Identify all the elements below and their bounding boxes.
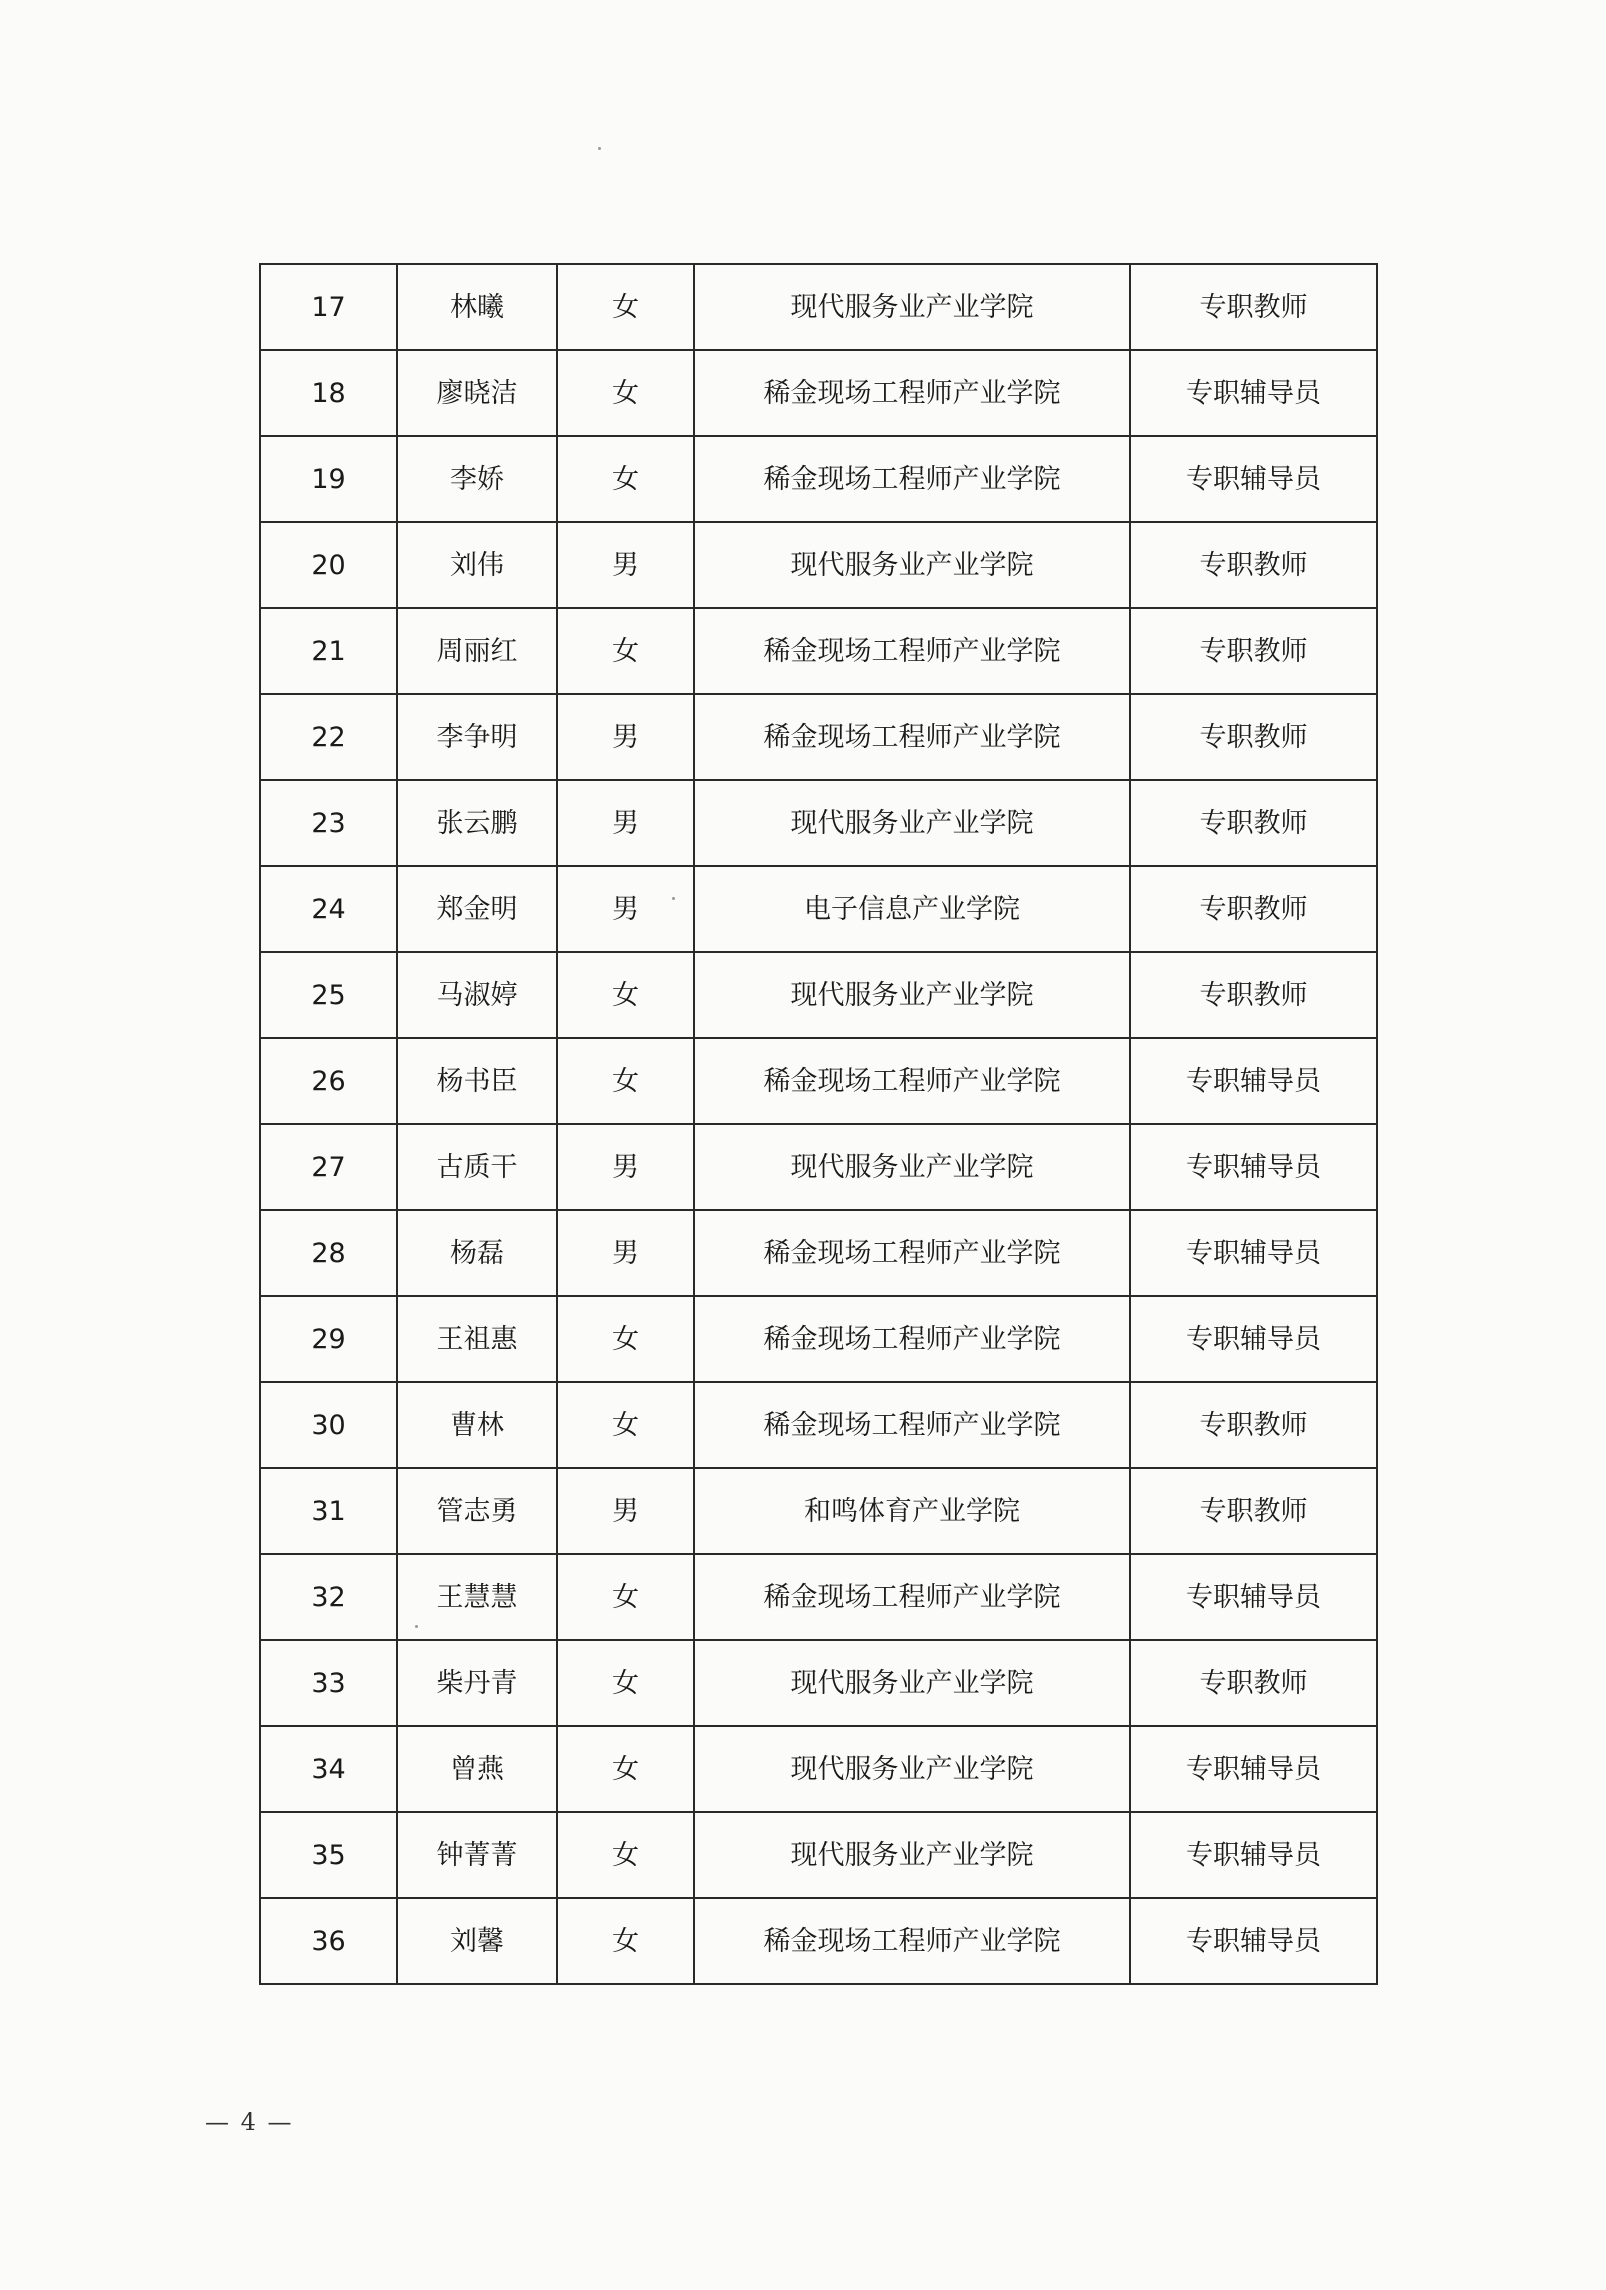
cell-gender: 女 xyxy=(557,608,694,694)
cell-role: 专职教师 xyxy=(1130,866,1377,952)
cell-name: 曾燕 xyxy=(397,1726,557,1812)
cell-role: 专职辅导员 xyxy=(1130,1124,1377,1210)
cell-name: 李娇 xyxy=(397,436,557,522)
cell-college: 现代服务业产业学院 xyxy=(694,264,1130,350)
cell-name: 王慧慧 xyxy=(397,1554,557,1640)
cell-role: 专职教师 xyxy=(1130,264,1377,350)
cell-college: 稀金现场工程师产业学院 xyxy=(694,350,1130,436)
cell-college: 现代服务业产业学院 xyxy=(694,1640,1130,1726)
cell-gender: 女 xyxy=(557,1726,694,1812)
cell-college: 稀金现场工程师产业学院 xyxy=(694,1210,1130,1296)
cell-role: 专职教师 xyxy=(1130,780,1377,866)
cell-no: 26 xyxy=(260,1038,397,1124)
cell-no: 21 xyxy=(260,608,397,694)
cell-no: 22 xyxy=(260,694,397,780)
table-row xyxy=(260,1554,1377,1640)
cell-college: 稀金现场工程师产业学院 xyxy=(694,1898,1130,1984)
cell-name: 刘馨 xyxy=(397,1898,557,1984)
table-row xyxy=(260,694,1377,780)
cell-college: 电子信息产业学院 xyxy=(694,866,1130,952)
cell-college: 现代服务业产业学院 xyxy=(694,1124,1130,1210)
cell-name: 王祖惠 xyxy=(397,1296,557,1382)
cell-gender: 女 xyxy=(557,350,694,436)
cell-role: 专职辅导员 xyxy=(1130,1038,1377,1124)
cell-name: 郑金明 xyxy=(397,866,557,952)
table-row xyxy=(260,1124,1377,1210)
cell-name: 李争明 xyxy=(397,694,557,780)
table-row xyxy=(260,952,1377,1038)
cell-college: 稀金现场工程师产业学院 xyxy=(694,436,1130,522)
table-row xyxy=(260,1640,1377,1726)
cell-name: 柴丹青 xyxy=(397,1640,557,1726)
cell-no: 24 xyxy=(260,866,397,952)
cell-name: 杨书臣 xyxy=(397,1038,557,1124)
cell-gender: 男 xyxy=(557,1468,694,1554)
cell-gender: 女 xyxy=(557,952,694,1038)
cell-college: 稀金现场工程师产业学院 xyxy=(694,1296,1130,1382)
cell-no: 17 xyxy=(260,264,397,350)
cell-role: 专职辅导员 xyxy=(1130,1210,1377,1296)
table-row xyxy=(260,350,1377,436)
table-row xyxy=(260,866,1377,952)
cell-role: 专职辅导员 xyxy=(1130,350,1377,436)
table-row xyxy=(260,436,1377,522)
cell-gender: 女 xyxy=(557,1812,694,1898)
cell-role: 专职教师 xyxy=(1130,608,1377,694)
cell-role: 专职辅导员 xyxy=(1130,1726,1377,1812)
cell-college: 稀金现场工程师产业学院 xyxy=(694,1554,1130,1640)
cell-gender: 女 xyxy=(557,264,694,350)
cell-college: 稀金现场工程师产业学院 xyxy=(694,1382,1130,1468)
cell-role: 专职辅导员 xyxy=(1130,1554,1377,1640)
cell-college: 现代服务业产业学院 xyxy=(694,952,1130,1038)
cell-name: 林曦 xyxy=(397,264,557,350)
roster-body xyxy=(260,264,1377,1984)
cell-no: 33 xyxy=(260,1640,397,1726)
table-row xyxy=(260,264,1377,350)
cell-name: 张云鹏 xyxy=(397,780,557,866)
cell-role: 专职教师 xyxy=(1130,1468,1377,1554)
cell-name: 廖晓洁 xyxy=(397,350,557,436)
cell-gender: 男 xyxy=(557,694,694,780)
scan-speck xyxy=(672,897,675,900)
cell-no: 30 xyxy=(260,1382,397,1468)
cell-role: 专职教师 xyxy=(1130,694,1377,780)
cell-role: 专职辅导员 xyxy=(1130,436,1377,522)
cell-gender: 男 xyxy=(557,522,694,608)
cell-no: 35 xyxy=(260,1812,397,1898)
cell-name: 杨磊 xyxy=(397,1210,557,1296)
cell-name: 古质干 xyxy=(397,1124,557,1210)
cell-college: 和鸣体育产业学院 xyxy=(694,1468,1130,1554)
cell-college: 稀金现场工程师产业学院 xyxy=(694,694,1130,780)
cell-no: 23 xyxy=(260,780,397,866)
cell-role: 专职辅导员 xyxy=(1130,1812,1377,1898)
cell-gender: 女 xyxy=(557,436,694,522)
cell-college: 稀金现场工程师产业学院 xyxy=(694,1038,1130,1124)
table-row xyxy=(260,780,1377,866)
table-row xyxy=(260,608,1377,694)
cell-role: 专职辅导员 xyxy=(1130,1296,1377,1382)
cell-gender: 女 xyxy=(557,1898,694,1984)
cell-gender: 男 xyxy=(557,780,694,866)
cell-role: 专职教师 xyxy=(1130,952,1377,1038)
table-row xyxy=(260,1296,1377,1382)
cell-name: 钟菁菁 xyxy=(397,1812,557,1898)
cell-no: 19 xyxy=(260,436,397,522)
cell-gender: 女 xyxy=(557,1038,694,1124)
cell-no: 29 xyxy=(260,1296,397,1382)
cell-no: 36 xyxy=(260,1898,397,1984)
cell-no: 20 xyxy=(260,522,397,608)
cell-gender: 女 xyxy=(557,1554,694,1640)
cell-college: 现代服务业产业学院 xyxy=(694,780,1130,866)
cell-name: 刘伟 xyxy=(397,522,557,608)
cell-gender: 女 xyxy=(557,1382,694,1468)
cell-role: 专职教师 xyxy=(1130,1640,1377,1726)
cell-gender: 男 xyxy=(557,1124,694,1210)
cell-college: 稀金现场工程师产业学院 xyxy=(694,608,1130,694)
table-row xyxy=(260,1382,1377,1468)
cell-no: 31 xyxy=(260,1468,397,1554)
table-row xyxy=(260,1726,1377,1812)
table-row xyxy=(260,522,1377,608)
cell-name: 马淑婷 xyxy=(397,952,557,1038)
cell-no: 18 xyxy=(260,350,397,436)
scan-speck xyxy=(598,147,601,150)
cell-gender: 女 xyxy=(557,1296,694,1382)
page-number: — 4 — xyxy=(205,2108,294,2136)
cell-no: 25 xyxy=(260,952,397,1038)
cell-name: 管志勇 xyxy=(397,1468,557,1554)
table-row xyxy=(260,1468,1377,1554)
cell-gender: 男 xyxy=(557,1210,694,1296)
cell-no: 28 xyxy=(260,1210,397,1296)
table-row xyxy=(260,1210,1377,1296)
cell-role: 专职辅导员 xyxy=(1130,1898,1377,1984)
cell-college: 现代服务业产业学院 xyxy=(694,1812,1130,1898)
cell-role: 专职教师 xyxy=(1130,522,1377,608)
table-row xyxy=(260,1038,1377,1124)
scan-speck xyxy=(415,1625,418,1628)
table-row xyxy=(260,1812,1377,1898)
cell-gender: 男 xyxy=(557,866,694,952)
cell-role: 专职教师 xyxy=(1130,1382,1377,1468)
cell-no: 27 xyxy=(260,1124,397,1210)
cell-gender: 女 xyxy=(557,1640,694,1726)
cell-college: 现代服务业产业学院 xyxy=(694,522,1130,608)
cell-no: 34 xyxy=(260,1726,397,1812)
cell-no: 32 xyxy=(260,1554,397,1640)
staff-roster-table xyxy=(259,263,1378,1985)
table-row xyxy=(260,1898,1377,1984)
cell-name: 曹林 xyxy=(397,1382,557,1468)
cell-college: 现代服务业产业学院 xyxy=(694,1726,1130,1812)
cell-name: 周丽红 xyxy=(397,608,557,694)
